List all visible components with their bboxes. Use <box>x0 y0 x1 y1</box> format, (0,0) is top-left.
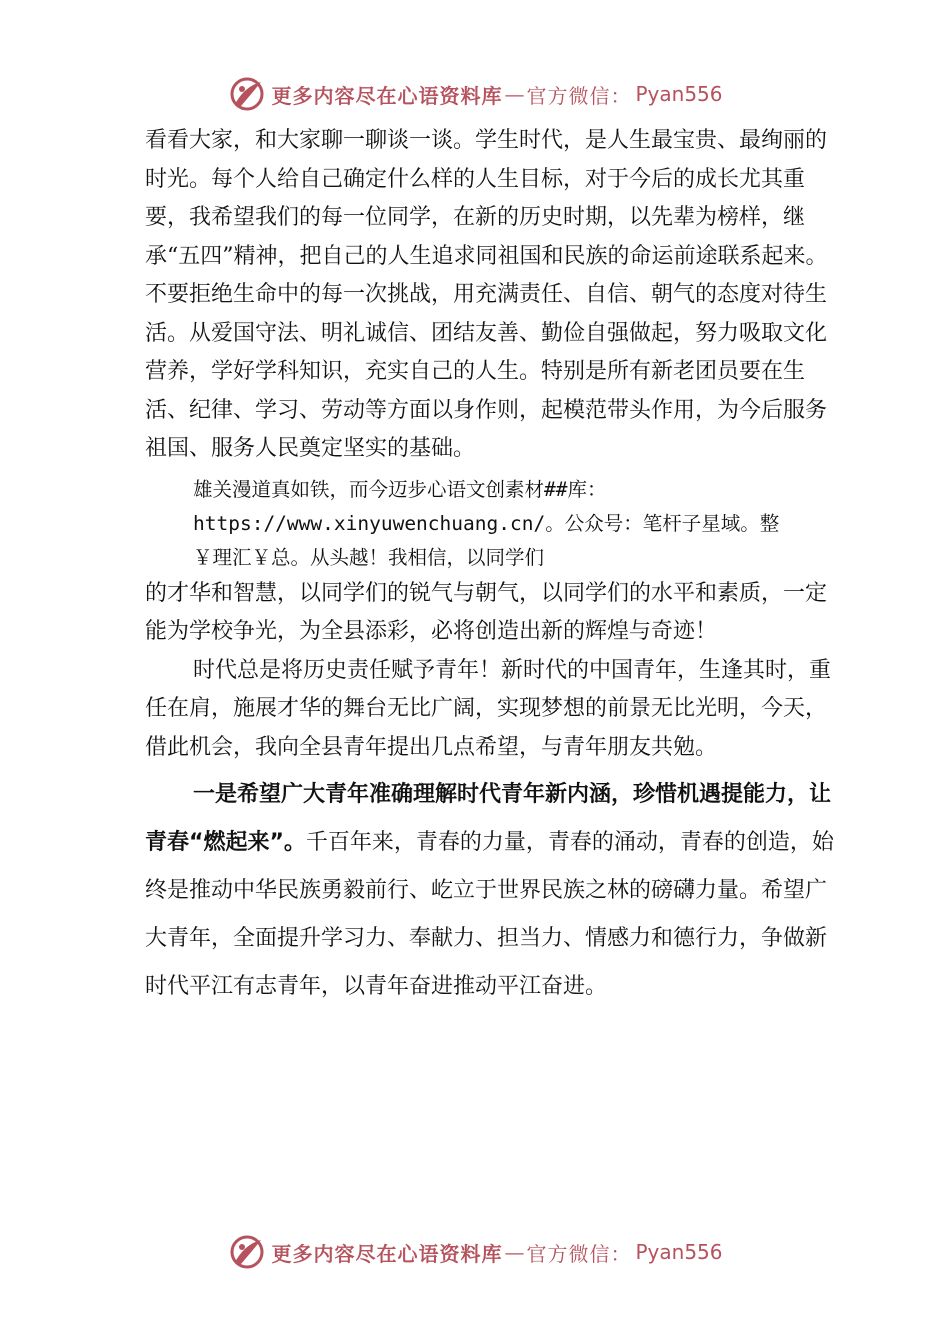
footer-site-text: 更多内容尽在心语资料库 <box>271 1241 503 1266</box>
paragraph-3: 时代总是将历史责任赋予青年！新时代的中国青年，生逢其时，重任在肩，施展才华的舞台无比广阔，实现梦想的前景无比光明，今天，借此机会，我向全县青年提出几点希望，与青年朋友共勉。 <box>145 657 832 760</box>
ad-paragraph: 雄关漫道真如铁，而今迈步心语文创素材##库：https://www.xinyuwenchuang.cn/。公众号：笔杆子星域。整￥理汇￥总。从头越！我相信，以同学们 <box>193 477 780 569</box>
paragraph-4 <box>145 771 835 1011</box>
header-site-text: 更多内容尽在心语资料库 <box>271 83 503 108</box>
footer-official-text: 官方微信： <box>526 1241 632 1266</box>
paragraph-4-rest: 千百年来，青春的力量，青春的涌动，青春的创造，始终是推动中华民族勇毅前行、屹立于世界民族之林的磅礴力量。希望广大青年，全面提升学习力、奉献力、担当力、情感力和德行力，争做新时代平江有志青年，以青年奋进推动平江奋进。 <box>145 830 834 999</box>
header-banner <box>0 74 950 114</box>
footer-wechat-id: Pyan556 <box>635 1240 723 1264</box>
header-dash: — <box>504 82 525 106</box>
header-wechat-id: Pyan556 <box>635 82 723 106</box>
paragraph-1: 看看大家，和大家聊一聊谈一谈。学生时代，是人生最宝贵、最绚丽的时光。每个人给自己确定什么样的人生目标，对于今后的成长尤其重要，我希望我们的每一位同学，在新的历史时期，以先辈为榜样，继承“五四”精神，把自己的人生追求同祖国和民族的命运前途联系起来。不要拒绝生命中的每一次挑战，用充满责任、自信、朝气的态度对待生活。从爱国守法、明礼诚信、团结友善、勤俭自强做起，努力吸取文化营养，学好学科知识，充实自己的人生。特别是所有新老团员要在生活、纪律、学习、劳动等方面以身作则，起模范带头作用，为今后服务祖国、服务人民奠定坚实的基础。 <box>145 128 828 461</box>
footer-dash: — <box>504 1240 525 1264</box>
logo-icon <box>227 1232 267 1272</box>
paragraph-2: 的才华和智慧，以同学们的锐气与朝气，以同学们的水平和素质，一定能为学校争光，为全县添彩，必将创造出新的辉煌与奇迹！ <box>145 580 828 644</box>
logo-icon <box>227 74 267 114</box>
paragraph-4-lead: 一是希望广大青年准确理解时代青年新内涵，珍惜机遇提能力，让青春“燃起来”。 <box>145 782 832 855</box>
document-body <box>145 122 835 1011</box>
header-official-text: 官方微信： <box>526 83 632 108</box>
footer-banner <box>0 1232 950 1272</box>
